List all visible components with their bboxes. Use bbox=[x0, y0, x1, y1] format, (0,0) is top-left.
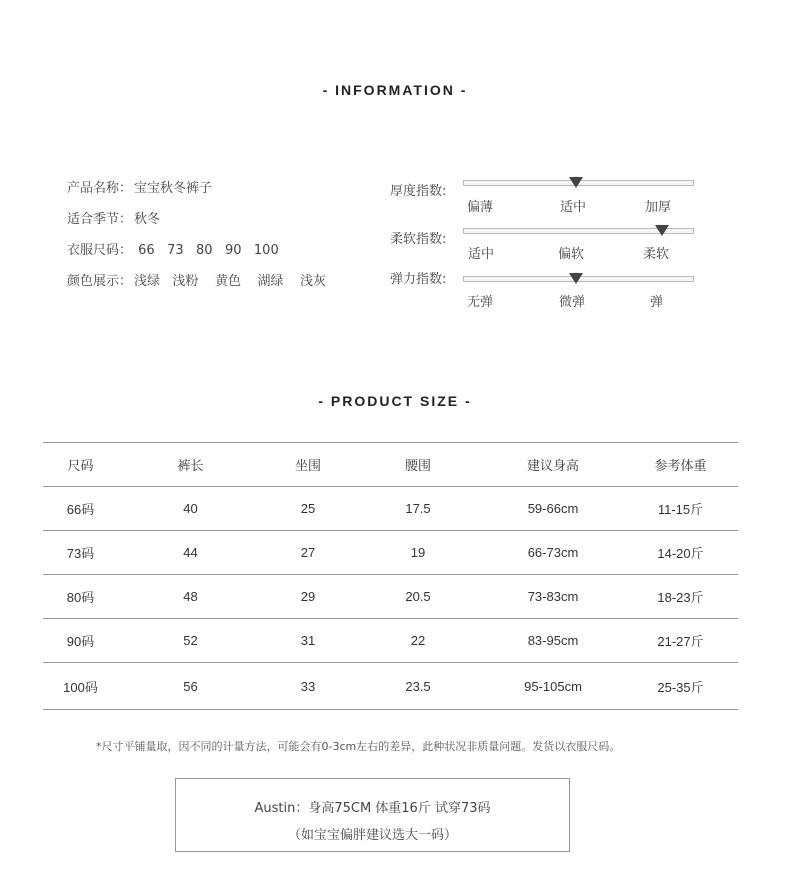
table-row bbox=[43, 619, 738, 663]
cell: 48 bbox=[118, 575, 263, 619]
cell: 56 bbox=[118, 663, 263, 710]
table-row bbox=[43, 663, 738, 710]
cell: 66-73cm bbox=[483, 531, 623, 575]
field-value: 宝宝秋冬裤子 bbox=[134, 181, 213, 196]
cell: 44 bbox=[118, 531, 263, 575]
cell: 25 bbox=[263, 487, 353, 531]
cell: 80码 bbox=[43, 575, 118, 619]
field-label: 产品名称： bbox=[67, 181, 133, 196]
gauge-option: 偏软 bbox=[558, 247, 585, 262]
gauge-marker-icon bbox=[655, 225, 669, 236]
gauge-label: 柔软指数: bbox=[390, 232, 447, 247]
gauge-label: 厚度指数: bbox=[390, 184, 447, 199]
cell: 95-105cm bbox=[483, 663, 623, 710]
product-info-list bbox=[67, 180, 326, 304]
season-row bbox=[67, 211, 326, 242]
gauge-marker-icon bbox=[569, 273, 583, 284]
header-height: 建议身高 bbox=[483, 443, 623, 487]
gauge-marker-icon bbox=[569, 177, 583, 188]
table-row bbox=[43, 487, 738, 531]
gauge-option: 适中 bbox=[468, 247, 495, 262]
gauge-option: 加厚 bbox=[645, 200, 672, 215]
table-row bbox=[43, 531, 738, 575]
cell: 27 bbox=[263, 531, 353, 575]
field-value: 浅绿 浅粉 黄色 湖绿 浅灰 bbox=[134, 274, 327, 289]
cell: 19 bbox=[353, 531, 483, 575]
cell: 73-83cm bbox=[483, 575, 623, 619]
cell: 17.5 bbox=[353, 487, 483, 531]
cell: 23.5 bbox=[353, 663, 483, 710]
sizes-row bbox=[67, 242, 326, 273]
gauge-label: 弹力指数: bbox=[390, 272, 447, 287]
header-weight: 参考体重 bbox=[623, 443, 738, 487]
cell: 21-27斤 bbox=[623, 619, 738, 663]
cell: 22 bbox=[353, 619, 483, 663]
gauge-option: 弹 bbox=[650, 295, 664, 310]
table-header-row bbox=[43, 443, 738, 487]
cell: 66码 bbox=[43, 487, 118, 531]
cell: 52 bbox=[118, 619, 263, 663]
cell: 29 bbox=[263, 575, 353, 619]
model-info-box bbox=[175, 778, 570, 852]
table-row bbox=[43, 575, 738, 619]
product-size-title: - PRODUCT SIZE - bbox=[318, 393, 472, 409]
field-label: 颜色展示： bbox=[67, 274, 133, 289]
gauge-option: 微弹 bbox=[559, 295, 586, 310]
gauge-option: 柔软 bbox=[643, 247, 670, 262]
product-name-row bbox=[67, 180, 326, 211]
cell: 33 bbox=[263, 663, 353, 710]
cell: 100码 bbox=[43, 663, 118, 710]
cell: 83-95cm bbox=[483, 619, 623, 663]
header-hip: 坐围 bbox=[263, 443, 353, 487]
cell: 11-15斤 bbox=[623, 487, 738, 531]
model-advice: （如宝宝偏胖建议选大一码） bbox=[287, 828, 457, 843]
gauge-option: 偏薄 bbox=[467, 200, 494, 215]
model-stats: Austin：身高75CM 体重16斤 试穿73码 bbox=[254, 801, 491, 816]
header-size: 尺码 bbox=[43, 443, 118, 487]
information-title: - INFORMATION - bbox=[322, 82, 468, 98]
cell: 40 bbox=[118, 487, 263, 531]
field-label: 衣服尺码： bbox=[67, 243, 133, 258]
header-length: 裤长 bbox=[118, 443, 263, 487]
cell: 90码 bbox=[43, 619, 118, 663]
cell: 31 bbox=[263, 619, 353, 663]
cell: 20.5 bbox=[353, 575, 483, 619]
field-value: 秋冬 bbox=[134, 212, 161, 227]
cell: 18-23斤 bbox=[623, 575, 738, 619]
gauge-option: 适中 bbox=[560, 200, 587, 215]
header-waist: 腰围 bbox=[353, 443, 483, 487]
gauge-option: 无弹 bbox=[467, 295, 494, 310]
field-value: 66 73 80 90 100 bbox=[134, 243, 279, 258]
field-label: 适合季节： bbox=[67, 212, 133, 227]
cell: 59-66cm bbox=[483, 487, 623, 531]
cell: 73码 bbox=[43, 531, 118, 575]
cell: 25-35斤 bbox=[623, 663, 738, 710]
measurement-note: *尺寸平铺量取，因不同的计量方法，可能会有0-3cm左右的差异，此种状况非质量问题。发货以衣服尺码。 bbox=[96, 740, 621, 753]
size-table bbox=[43, 442, 738, 710]
cell: 14-20斤 bbox=[623, 531, 738, 575]
colors-row bbox=[67, 273, 326, 304]
